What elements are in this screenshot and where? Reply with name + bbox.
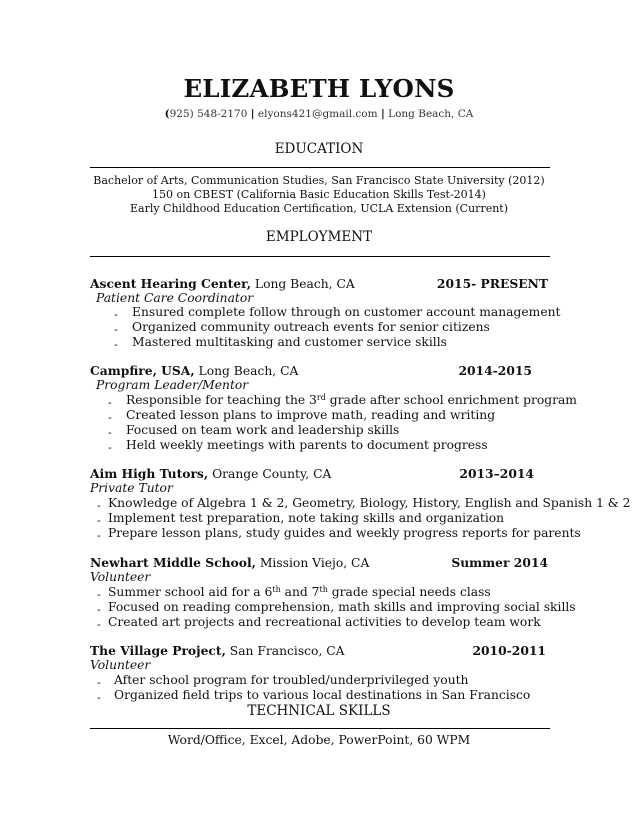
bullet-dash: - [97,618,101,631]
education-line: Early Childhood Education Certification, UCLA Extension (Current) [129,202,509,215]
job-bullet [126,393,577,407]
education-line: Bachelor of Arts, Communication Studies, San Francisco State University (2012) [93,174,545,187]
job-org [90,466,331,481]
section-divider [90,167,550,168]
job-date: 2014-2015 [458,363,532,378]
job-org-name: The Village Project, [90,643,226,658]
ordinal-suffix: th [319,585,328,594]
skills-line: Word/Office, Excel, Adobe, PowerPoint, 60 WPM [167,733,471,747]
job-bullet: Held weekly meetings with parents to document progress [126,438,488,452]
job-bullet [108,585,491,599]
skills-heading: TECHNICAL SKILLS [247,703,391,719]
job-bullet: Created art projects and recreational activities to develop team work [108,615,541,629]
contact-phone: 925) 548-2170 [169,108,248,120]
bullet-dash: - [97,691,101,704]
section-divider [90,256,550,257]
bullet-dash: - [108,396,112,409]
job-place: San Francisco, CA [229,644,345,658]
bullet-dash: - [108,426,112,439]
job-org [90,555,369,570]
contact-separator: | [250,108,255,120]
section-divider [90,728,550,729]
bullet-dash: - [97,529,101,542]
job-date: 2010-2011 [472,643,546,658]
bullet-dash: - [97,514,101,527]
job-role: Private Tutor [90,481,173,495]
bullet-dash: - [114,338,118,351]
job-bullet: Ensured complete follow through on customer account management [132,305,561,319]
contact-paren: ( [164,108,170,120]
ordinal-suffix: th [272,585,281,594]
job-bullet: Created lesson plans to improve math, reading and writing [126,408,496,422]
bullet-text: and 7 [280,585,320,599]
bullet-text: grade special needs class [327,585,491,599]
job-bullet: After school program for troubled/underprivileged youth [114,673,469,687]
bullet-dash: - [97,499,101,512]
job-bullet: Knowledge of Algebra 1 & 2, Geometry, Biology, History, English and Spanish 1 & 2 [108,496,631,510]
job-org-name: Aim High Tutors, [90,466,209,481]
job-date: 2013–2014 [459,466,534,481]
job-role: Patient Care Coordinator [96,291,254,305]
job-bullet: Implement test preparation, note taking skills and organization [108,511,505,525]
employment-heading: EMPLOYMENT [265,229,373,245]
job-place: Long Beach, CA [254,277,355,291]
job-bullet: Prepare lesson plans, study guides and weekly progress reports for parents [108,526,581,540]
job-org-name: Ascent Hearing Center, [90,276,251,291]
job-date: 2015- PRESENT [436,276,548,291]
job-org [90,363,298,378]
bullet-dash: - [97,588,101,601]
job-place: Long Beach, CA [198,364,299,378]
bullet-dash: - [114,308,118,321]
bullet-dash: - [108,441,112,454]
job-org-name: Newhart Middle School, [90,555,256,570]
job-role: Program Leader/Mentor [96,378,249,392]
job-role: Volunteer [90,658,151,672]
job-place: Mission Viejo, CA [259,556,370,570]
contact-line [0,108,638,120]
job-role: Volunteer [90,570,151,584]
job-bullet: Organized field trips to various local destinations in San Francisco [114,688,531,702]
bullet-text: Responsible for teaching the 3 [126,393,317,407]
education-line: 150 on CBEST (California Basic Education Skills Test-2014) [152,188,486,201]
bullet-dash: - [97,603,101,616]
bullet-dash: - [114,323,118,336]
bullet-text: Summer school aid for a 6 [108,585,273,599]
job-bullet: Focused on reading comprehension, math skills and improving social skills [108,600,576,614]
job-place: Orange County, CA [212,467,332,481]
ordinal-suffix: rd [316,393,326,402]
job-org [90,643,345,658]
job-bullet: Organized community outreach events for senior citizens [132,320,490,334]
job-bullet: Focused on team work and leadership skills [126,423,400,437]
bullet-dash: - [97,676,101,689]
job-org [90,276,355,291]
contact-separator: | [380,108,385,120]
education-heading: EDUCATION [274,141,364,157]
job-bullet: Mastered multitasking and customer service skills [132,335,447,349]
bullet-dash: - [108,411,112,424]
resume-name: ELIZABETH LYONS [183,74,455,103]
contact-email: elyons421@gmail.com [257,108,378,120]
contact-location: Long Beach, CA [388,108,474,120]
bullet-text: grade after school enrichment program [325,393,577,407]
job-date: Summer 2014 [451,555,548,570]
job-org-name: Campfire, USA, [90,363,195,378]
